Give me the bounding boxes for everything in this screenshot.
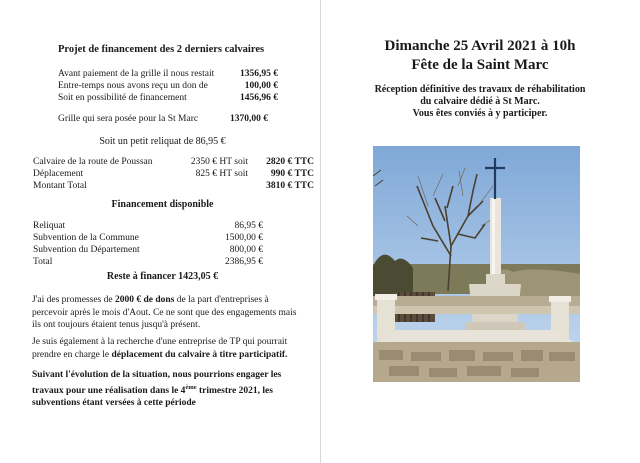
fin-amount: 800,00 € — [229, 245, 263, 255]
fin-amount: 2386,95 € — [225, 257, 263, 267]
reste-line: Reste à financer 1423,05 € — [106, 271, 219, 282]
event-date: Dimanche 25 Avril 2021 à 10h — [384, 38, 576, 54]
financement-title: Financement disponible — [111, 199, 214, 210]
cost-ttc: 2820 € TTC — [266, 157, 314, 167]
row-amount: 100,00 € — [244, 81, 278, 91]
cost-ttc: 990 € TTC — [270, 169, 314, 179]
fin-amount: 1500,00 € — [225, 233, 263, 243]
event-sub1: Réception définitive des travaux de réhabilitation — [374, 84, 586, 95]
cost-label: Calvaire de la route de Poussan — [33, 157, 153, 167]
row-label: Soit en possibilité de financement — [58, 93, 187, 103]
financing-title: Projet de financement des 2 derniers calvaires — [58, 44, 265, 55]
row-label: Avant paiement de la grille il nous restait — [58, 69, 215, 79]
promesses-paragraph — [32, 294, 302, 332]
para1-text: J'ai des promesses de — [32, 295, 115, 305]
row-label: Entre-temps nous avons reçu un don de — [58, 81, 208, 91]
cost-label: Déplacement — [33, 169, 84, 179]
event-sub2: du calvaire dédié à St Marc. — [420, 96, 540, 107]
fin-amount: 86,95 € — [234, 221, 263, 231]
grille-amount: 1370,00 € — [230, 114, 268, 124]
entreprise-paragraph — [32, 336, 302, 361]
para1-text2: de la part d'entreprises à percevoir après le mois d'Aout. Ce ne sont que des engagements mais ils ont toujours étaient tenus jusqu'à présent. — [32, 295, 297, 330]
calvaire-photo — [373, 146, 580, 382]
reliquat-line: Soit un petit reliquat de 86,95 € — [99, 136, 226, 147]
para3-text2: trimestre 2021, les subventions étant versées à cette période — [32, 385, 273, 409]
row-amount: 1456,96 € — [240, 93, 278, 103]
fin-label: Subvention de la Commune — [33, 233, 139, 243]
para3-text: Suivant l'évolution de la situation, nous pourrions engager les travaux pour une réalisation dans le 4 — [32, 370, 282, 396]
fin-label: Subvention du Département — [33, 245, 140, 255]
cost-ht: 2350 € HT soit — [190, 157, 248, 167]
fin-label: Reliquat — [33, 221, 66, 231]
event-sub3: Vous êtes conviés à y participer. — [412, 108, 548, 119]
para1-bold: 2000 € de dons — [114, 295, 175, 305]
event-title: Fête de la Saint Marc — [411, 57, 549, 73]
para3-sup: ème — [185, 383, 197, 391]
fin-label: Total — [33, 257, 53, 267]
para2-text: Je suis également à la recherche d'une entreprise de TP qui pourrait prendre en charge le — [32, 337, 288, 360]
cost-label: Montant Total — [33, 181, 87, 191]
grille-label: Grille qui sera posée pour la St Marc — [58, 114, 199, 124]
evolution-paragraph — [32, 369, 302, 410]
page-fold — [320, 0, 321, 463]
row-amount: 1356,95 € — [240, 69, 278, 79]
cost-ht: 825 € HT soit — [195, 169, 248, 179]
para2-bold: déplacement du calvaire à titre participatif. — [111, 349, 288, 360]
cost-ttc: 3810 € TTC — [266, 181, 314, 191]
